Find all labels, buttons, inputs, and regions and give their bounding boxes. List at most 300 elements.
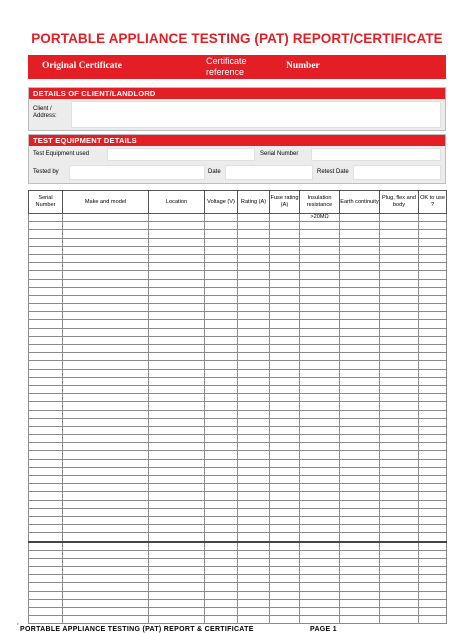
table-cell[interactable] [205,238,238,246]
table-cell[interactable] [419,418,447,426]
table-cell[interactable] [63,542,149,551]
table-cell[interactable] [419,246,447,254]
table-cell[interactable] [149,246,205,254]
table-cell[interactable] [29,369,63,377]
table-cell[interactable] [340,508,380,516]
table-cell[interactable] [300,328,340,336]
table-cell[interactable] [270,451,300,459]
table-cell[interactable] [380,295,419,303]
table-cell[interactable] [300,402,340,410]
table-cell[interactable] [149,410,205,418]
table-cell[interactable] [270,525,300,533]
table-cell[interactable] [205,394,238,402]
table-cell[interactable] [63,459,149,467]
table-cell[interactable] [270,222,300,230]
table-cell[interactable] [63,345,149,353]
table-cell[interactable] [380,254,419,262]
table-cell[interactable] [340,500,380,508]
table-cell[interactable] [270,443,300,451]
table-cell[interactable] [149,616,205,624]
table-cell[interactable] [149,369,205,377]
table-cell[interactable] [419,467,447,475]
table-cell[interactable] [340,402,380,410]
table-cell[interactable] [380,599,419,607]
table-cell[interactable] [238,567,270,575]
table-cell[interactable] [300,312,340,320]
table-cell[interactable] [63,591,149,599]
table-cell[interactable] [380,550,419,558]
table-cell[interactable] [270,345,300,353]
table-cell[interactable] [205,279,238,287]
table-cell[interactable] [205,443,238,451]
table-cell[interactable] [300,295,340,303]
table-cell[interactable] [270,214,300,222]
table-cell[interactable] [419,328,447,336]
table-cell[interactable] [270,558,300,566]
table-cell[interactable] [270,418,300,426]
table-cell[interactable] [380,353,419,361]
table-cell[interactable] [63,616,149,624]
table-cell[interactable] [380,426,419,434]
table-cell[interactable] [205,369,238,377]
table-cell[interactable] [340,443,380,451]
table-cell[interactable] [205,304,238,312]
table-cell[interactable] [380,608,419,616]
table-cell[interactable] [149,608,205,616]
table-cell[interactable] [238,516,270,524]
table-cell[interactable] [205,575,238,583]
table-cell[interactable] [238,222,270,230]
table-cell[interactable] [238,459,270,467]
table-cell[interactable] [340,214,380,222]
table-cell[interactable] [238,500,270,508]
table-cell[interactable] [340,377,380,385]
table-cell[interactable] [380,476,419,484]
table-cell[interactable] [300,287,340,295]
table-cell[interactable] [238,426,270,434]
table-cell[interactable] [300,567,340,575]
table-cell[interactable] [29,575,63,583]
table-cell[interactable] [380,492,419,500]
table-cell[interactable] [63,484,149,492]
table-cell[interactable] [238,345,270,353]
table-cell[interactable] [270,328,300,336]
table-cell[interactable] [419,608,447,616]
table-cell[interactable] [63,304,149,312]
table-cell[interactable] [270,353,300,361]
table-cell[interactable] [238,377,270,385]
table-cell[interactable] [419,508,447,516]
table-cell[interactable] [340,410,380,418]
table-cell[interactable] [340,385,380,393]
table-cell[interactable] [340,516,380,524]
table-cell[interactable] [29,492,63,500]
table-cell[interactable] [340,394,380,402]
table-cell[interactable] [270,426,300,434]
table-cell[interactable] [238,476,270,484]
table-cell[interactable] [205,246,238,254]
table-cell[interactable] [419,410,447,418]
table-cell[interactable] [205,550,238,558]
table-cell[interactable] [419,426,447,434]
table-cell[interactable] [300,345,340,353]
table-cell[interactable] [63,402,149,410]
table-cell[interactable] [270,377,300,385]
table-cell[interactable] [419,312,447,320]
table-cell[interactable] [63,533,149,542]
table-cell[interactable] [149,361,205,369]
table-cell[interactable] [63,279,149,287]
table-cell[interactable] [270,492,300,500]
table-cell[interactable] [419,353,447,361]
table-cell[interactable] [63,353,149,361]
table-cell[interactable] [205,426,238,434]
table-cell[interactable] [29,500,63,508]
table-cell[interactable] [205,377,238,385]
table-cell[interactable] [63,385,149,393]
table-cell[interactable] [205,336,238,344]
table-cell[interactable] [149,533,205,542]
table-cell[interactable] [238,385,270,393]
table-cell[interactable] [340,271,380,279]
table-cell[interactable] [63,500,149,508]
table-cell[interactable] [419,435,447,443]
table-cell[interactable] [149,435,205,443]
table-cell[interactable] [29,508,63,516]
table-cell[interactable] [238,599,270,607]
table-cell[interactable] [29,320,63,328]
table-cell[interactable] [419,500,447,508]
table-cell[interactable] [340,304,380,312]
table-cell[interactable] [29,377,63,385]
table-cell[interactable] [238,402,270,410]
table-cell[interactable] [419,336,447,344]
table-cell[interactable] [300,271,340,279]
table-cell[interactable] [340,426,380,434]
table-cell[interactable] [419,451,447,459]
table-cell[interactable] [238,558,270,566]
table-cell[interactable] [340,320,380,328]
table-cell[interactable] [270,500,300,508]
table-cell[interactable] [419,295,447,303]
table-cell[interactable] [205,492,238,500]
table-cell[interactable] [419,230,447,238]
table-cell[interactable] [300,320,340,328]
table-cell[interactable] [270,304,300,312]
table-cell[interactable] [300,575,340,583]
table-cell[interactable] [380,542,419,551]
table-cell[interactable] [300,508,340,516]
table-cell[interactable] [149,492,205,500]
table-cell[interactable] [340,459,380,467]
table-cell[interactable] [340,238,380,246]
table-cell[interactable] [238,336,270,344]
table-cell[interactable] [270,287,300,295]
table-cell[interactable] [380,525,419,533]
table-cell[interactable] [149,304,205,312]
table-cell[interactable] [300,608,340,616]
table-cell[interactable] [205,230,238,238]
table-cell[interactable] [205,567,238,575]
table-cell[interactable] [419,263,447,271]
table-cell[interactable] [29,476,63,484]
table-cell[interactable] [238,263,270,271]
table-cell[interactable] [149,459,205,467]
table-cell[interactable] [238,525,270,533]
table-cell[interactable] [419,591,447,599]
table-cell[interactable] [29,238,63,246]
table-cell[interactable] [149,599,205,607]
table-cell[interactable] [63,467,149,475]
table-cell[interactable] [380,271,419,279]
table-cell[interactable] [380,222,419,230]
table-cell[interactable] [29,271,63,279]
table-cell[interactable] [419,279,447,287]
table-cell[interactable] [238,484,270,492]
table-cell[interactable] [238,361,270,369]
table-cell[interactable] [149,550,205,558]
table-cell[interactable] [270,550,300,558]
table-cell[interactable] [380,410,419,418]
table-cell[interactable] [340,435,380,443]
table-cell[interactable] [270,402,300,410]
table-cell[interactable] [149,467,205,475]
table-cell[interactable] [238,287,270,295]
table-cell[interactable] [238,410,270,418]
table-cell[interactable] [270,467,300,475]
table-cell[interactable] [63,599,149,607]
table-cell[interactable] [380,575,419,583]
table-cell[interactable] [149,451,205,459]
table-cell[interactable] [380,336,419,344]
table-cell[interactable] [340,336,380,344]
table-cell[interactable] [270,410,300,418]
table-cell[interactable] [238,467,270,475]
table-cell[interactable] [149,222,205,230]
table-cell[interactable] [419,394,447,402]
table-cell[interactable] [380,451,419,459]
table-cell[interactable] [238,508,270,516]
table-cell[interactable] [300,533,340,542]
table-cell[interactable] [29,287,63,295]
table-cell[interactable] [29,385,63,393]
table-cell[interactable] [29,230,63,238]
table-cell[interactable] [205,410,238,418]
table-cell[interactable] [380,377,419,385]
table-cell[interactable] [205,476,238,484]
table-cell[interactable] [149,418,205,426]
table-cell[interactable] [29,214,63,222]
table-cell[interactable] [270,361,300,369]
table-cell[interactable] [380,435,419,443]
table-cell[interactable] [149,525,205,533]
table-cell[interactable] [340,451,380,459]
table-cell[interactable] [29,402,63,410]
table-cell[interactable] [205,418,238,426]
table-cell[interactable] [238,533,270,542]
table-cell[interactable] [63,369,149,377]
table-cell[interactable] [149,287,205,295]
table-cell[interactable] [270,238,300,246]
table-cell[interactable] [340,550,380,558]
table-cell[interactable] [29,361,63,369]
table-cell[interactable] [270,295,300,303]
table-cell[interactable] [63,238,149,246]
table-cell[interactable] [238,608,270,616]
table-cell[interactable] [63,214,149,222]
table-cell[interactable] [238,435,270,443]
table-cell[interactable] [29,451,63,459]
table-cell[interactable] [419,516,447,524]
table-cell[interactable] [270,508,300,516]
client-address-field[interactable] [71,101,441,128]
retest-date-field[interactable] [353,165,441,180]
table-cell[interactable] [63,287,149,295]
table-cell[interactable] [63,516,149,524]
table-cell[interactable] [205,254,238,262]
table-cell[interactable] [380,567,419,575]
table-cell[interactable] [238,246,270,254]
table-cell[interactable] [29,484,63,492]
table-cell[interactable] [205,459,238,467]
table-cell[interactable] [29,443,63,451]
table-cell[interactable] [419,484,447,492]
table-cell[interactable] [300,443,340,451]
table-cell[interactable] [149,542,205,551]
table-cell[interactable] [149,271,205,279]
table-cell[interactable] [63,426,149,434]
table-cell[interactable] [63,525,149,533]
table-cell[interactable] [419,222,447,230]
table-cell[interactable] [29,516,63,524]
table-cell[interactable] [300,583,340,591]
table-cell[interactable] [149,443,205,451]
table-cell[interactable] [29,336,63,344]
table-cell[interactable] [340,287,380,295]
table-cell[interactable] [63,443,149,451]
table-cell[interactable] [63,222,149,230]
table-cell[interactable] [205,328,238,336]
table-cell[interactable] [149,591,205,599]
table-cell[interactable] [340,353,380,361]
table-cell[interactable] [300,616,340,624]
table-cell[interactable] [300,525,340,533]
table-cell[interactable] [149,230,205,238]
table-cell[interactable] [63,435,149,443]
table-cell[interactable] [205,271,238,279]
table-cell[interactable] [149,377,205,385]
table-cell[interactable] [270,230,300,238]
table-cell[interactable] [300,369,340,377]
table-cell[interactable] [340,312,380,320]
table-cell[interactable] [270,246,300,254]
table-cell[interactable] [238,443,270,451]
table-cell[interactable] [300,599,340,607]
table-cell[interactable] [63,336,149,344]
table-cell[interactable] [340,591,380,599]
table-cell[interactable] [149,336,205,344]
table-cell[interactable] [149,279,205,287]
table-cell[interactable] [340,230,380,238]
table-cell[interactable] [380,508,419,516]
table-cell[interactable] [419,550,447,558]
table-cell[interactable] [205,591,238,599]
table-cell[interactable] [63,394,149,402]
table-cell[interactable] [340,328,380,336]
table-cell[interactable] [300,254,340,262]
table-cell[interactable] [419,525,447,533]
table-cell[interactable] [380,312,419,320]
table-cell[interactable] [205,500,238,508]
table-cell[interactable] [63,312,149,320]
table-cell[interactable] [149,558,205,566]
table-cell[interactable] [340,542,380,551]
table-cell[interactable] [238,238,270,246]
table-cell[interactable] [340,525,380,533]
table-cell[interactable] [419,616,447,624]
table-cell[interactable] [419,361,447,369]
table-cell[interactable] [29,567,63,575]
table-cell[interactable] [270,567,300,575]
table-cell[interactable] [29,279,63,287]
table-cell[interactable] [205,312,238,320]
table-cell[interactable] [300,591,340,599]
test-equipment-field[interactable] [107,148,255,161]
table-cell[interactable] [340,575,380,583]
table-cell[interactable] [205,295,238,303]
table-cell[interactable] [380,320,419,328]
table-cell[interactable] [340,608,380,616]
table-cell[interactable] [419,254,447,262]
table-cell[interactable] [149,394,205,402]
table-cell[interactable] [149,238,205,246]
table-cell[interactable] [380,467,419,475]
table-cell[interactable] [419,320,447,328]
table-cell[interactable] [149,575,205,583]
table-cell[interactable] [380,345,419,353]
table-cell[interactable] [270,320,300,328]
table-cell[interactable] [29,353,63,361]
table-cell[interactable] [270,369,300,377]
table-cell[interactable] [205,558,238,566]
table-cell[interactable] [238,271,270,279]
table-cell[interactable] [29,525,63,533]
table-cell[interactable] [63,476,149,484]
table-cell[interactable] [238,542,270,551]
table-cell[interactable] [380,591,419,599]
table-cell[interactable] [63,254,149,262]
table-cell[interactable] [29,328,63,336]
table-cell[interactable] [149,254,205,262]
table-cell[interactable] [380,230,419,238]
table-cell[interactable] [380,459,419,467]
table-cell[interactable] [380,484,419,492]
table-cell[interactable] [238,328,270,336]
table-cell[interactable] [380,304,419,312]
table-cell[interactable] [340,533,380,542]
table-cell[interactable] [380,418,419,426]
table-cell[interactable] [340,295,380,303]
table-cell[interactable] [29,304,63,312]
table-cell[interactable] [419,575,447,583]
table-cell[interactable] [340,369,380,377]
table-cell[interactable] [29,542,63,551]
table-cell[interactable] [419,304,447,312]
table-cell[interactable] [29,254,63,262]
table-cell[interactable] [149,426,205,434]
table-cell[interactable] [29,410,63,418]
table-cell[interactable] [238,394,270,402]
